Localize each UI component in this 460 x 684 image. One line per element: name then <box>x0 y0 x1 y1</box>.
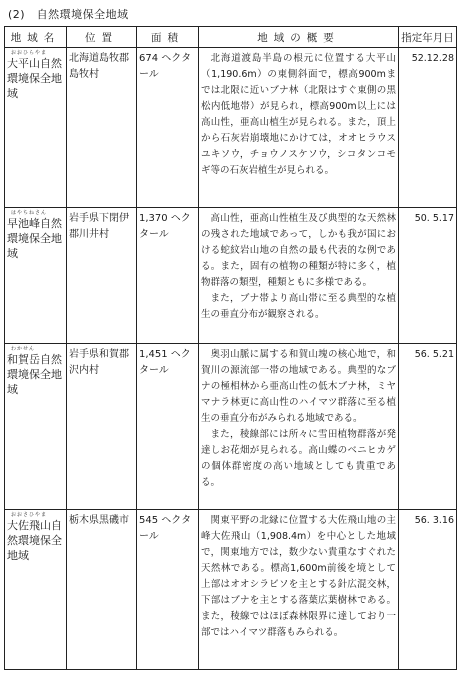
date-cell: 50. 5.17 <box>399 208 457 344</box>
overview-paragraph: 北海道渡島半島の根元に位置する大平山（1,190.6m）の東側斜面で，標高900mまでは北限に近いブナ林（北限はすぐ東側の黒松内低地帯）が見られ，標高900m以上には高山性，亜高山植生が見られる。また，頂上から石灰岩崩壊地にかけては，オオヒラウスユキソウ，チョウノスケソウ，シコタンコモギ等の石灰岩植生が見られる。 <box>201 53 396 176</box>
area-name-cell <box>5 510 67 670</box>
date-cell: 52.12.28 <box>399 48 457 208</box>
table-header-row <box>5 27 457 48</box>
table-row <box>5 510 457 670</box>
overview-cell <box>199 208 399 344</box>
size-cell: 1,370 ヘクタール <box>137 208 199 344</box>
area-name-cell <box>5 344 67 510</box>
location-cell: 北海道島牧郡島牧村 <box>67 48 137 208</box>
table-row <box>5 208 457 344</box>
furigana: おおさひやま <box>11 512 48 518</box>
header-area-name: 地域名 <box>5 27 67 48</box>
date-cell: 56. 5.21 <box>399 344 457 510</box>
table-row <box>5 48 457 208</box>
location-cell: 岩手県下閉伊郡川井村 <box>67 208 137 344</box>
area-name: 早池峰自然環境保全地域 <box>7 217 62 260</box>
location-cell: 岩手県和賀郡沢内村 <box>67 344 137 510</box>
overview-paragraph: 奥羽山脈に属する和賀山塊の核心地で，和賀川の源流部一帯の地域である。典型的なブナの極相林から亜高山性の低木ブナ林，ミヤマナラ林更に高山性のハイマツ群落に至る植生の垂直分布がみられる地域である。 <box>201 349 396 424</box>
header-location: 位置 <box>67 27 137 48</box>
furigana: おおひらやま <box>11 50 48 56</box>
area-name: 和賀岳自然環境保全地域 <box>7 353 62 396</box>
header-size: 面積 <box>137 27 199 48</box>
size-cell: 545 ヘクタール <box>137 510 199 670</box>
date-cell: 56. 3.16 <box>399 510 457 670</box>
area-name-cell <box>5 208 67 344</box>
overview-cell <box>199 48 399 208</box>
location-cell: 栃木県黒磯市 <box>67 510 137 670</box>
header-designation-date: 指定年月日 <box>399 27 457 48</box>
furigana: わかせん <box>11 346 36 352</box>
area-name-cell <box>5 48 67 208</box>
table-row <box>5 344 457 510</box>
section-heading: (2) 自然環境保全地域 <box>8 8 129 21</box>
size-cell: 674 ヘクタール <box>137 48 199 208</box>
overview-paragraph: また，稜線部には所々に雪田植物群落が発達しお花畑が見られる。高山蝶のベニヒカゲの個体群密度の高い地域としても貴重である。 <box>201 429 396 488</box>
conservation-areas-table <box>4 26 457 670</box>
area-name: 大佐飛山自然環境保全地域 <box>7 519 62 562</box>
overview-cell <box>199 510 399 670</box>
area-name: 大平山自然環境保全地域 <box>7 57 62 100</box>
furigana: はやちねさん <box>11 210 48 216</box>
overview-paragraph: 関東平野の北縁に位置する大佐飛山地の主峰大佐飛山（1,908.4m）を中心とした地域で，関東地方では，数少ない貴重なすぐれた天然林である。標高1,600m前後を境として上部はオオシラビソを主とする針広混交林，下部はブナを主とする落葉広葉樹林である。また，稜線ではほぼ森林限界に達しており一部ではハイマツ群落もみられる。 <box>201 515 396 638</box>
overview-cell <box>199 344 399 510</box>
overview-paragraph: 高山性，亜高山性植生及び典型的な天然林の残された地域であって，しかも我が国における蛇紋岩山地の自然の最も代表的な例である。また，固有の植物の種類が特に多く，植物群落の類型，種類ともに多様である。 <box>201 213 396 288</box>
size-cell: 1,451 ヘクタール <box>137 344 199 510</box>
header-overview: 地域の概要 <box>199 27 399 48</box>
overview-paragraph: また，ブナ帯より高山帯に至る典型的な植生の垂直分布が観察される。 <box>201 293 396 320</box>
